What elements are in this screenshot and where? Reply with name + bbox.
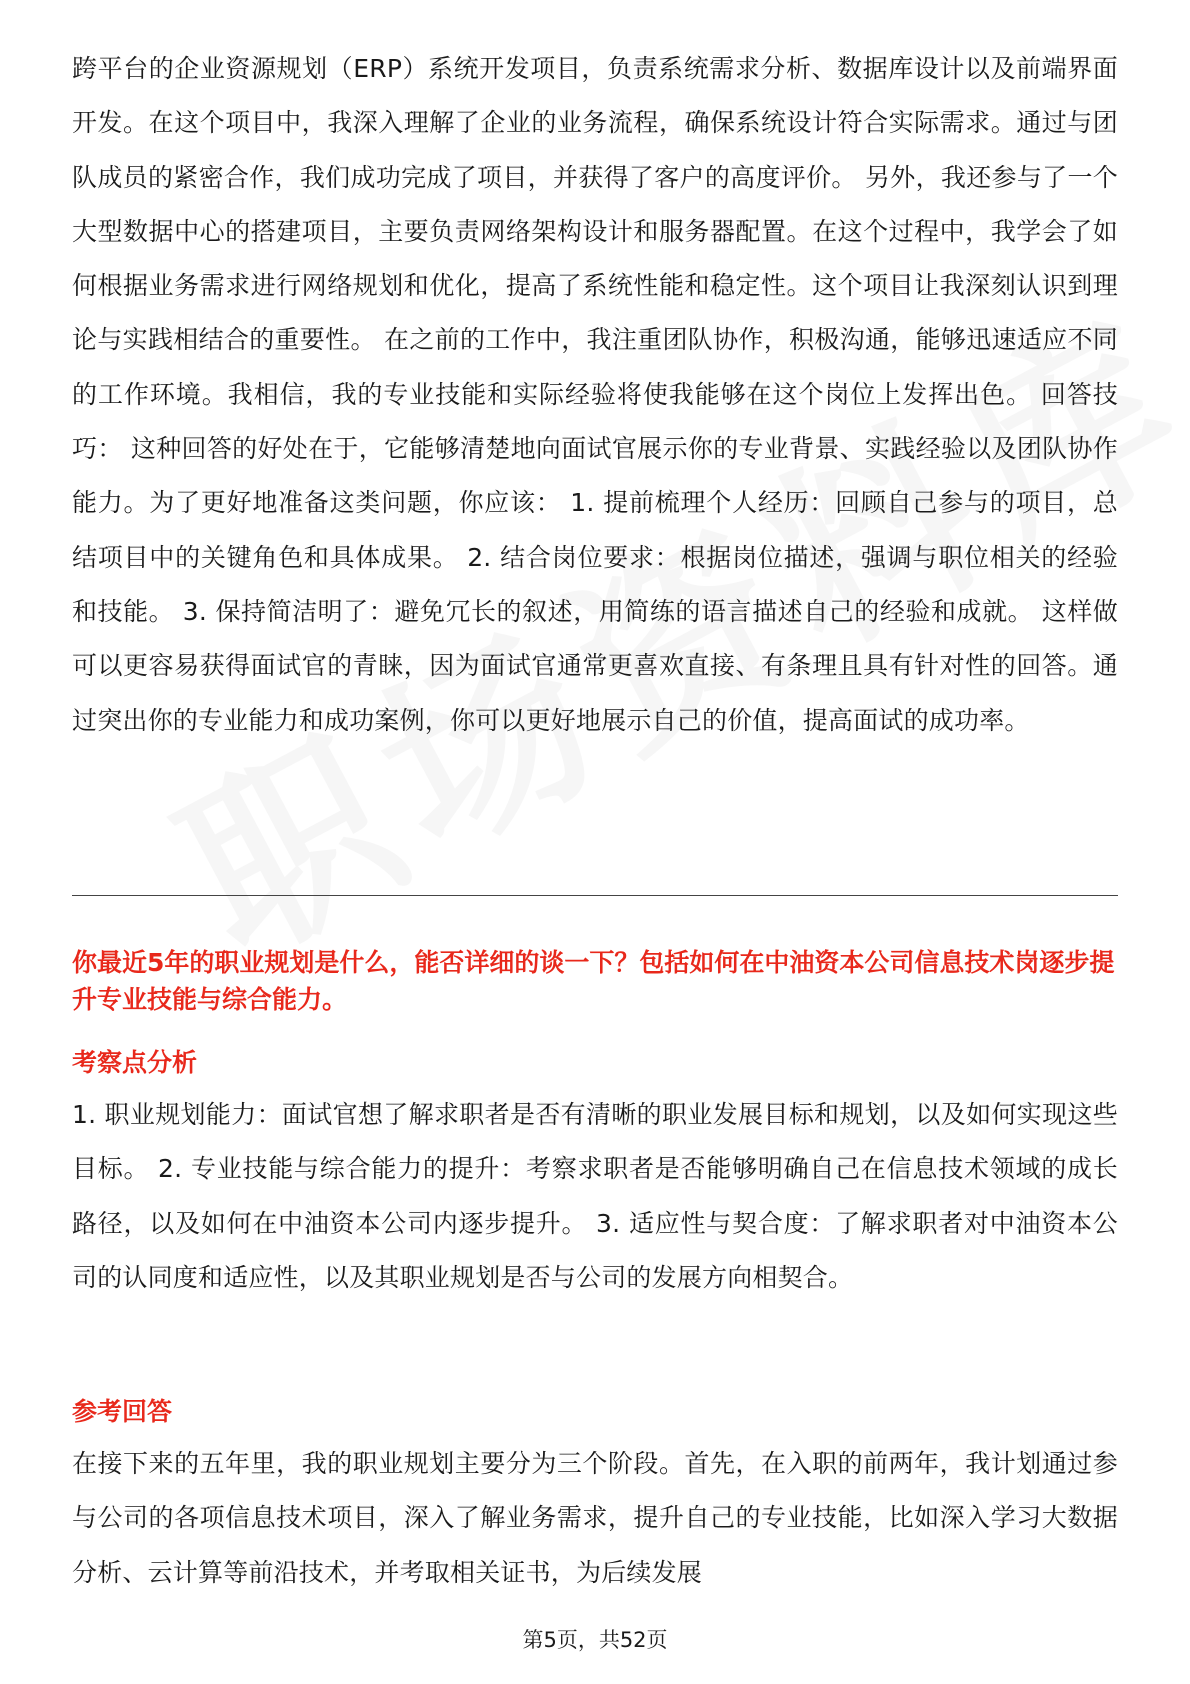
answer-heading: 参考回答 xyxy=(72,1397,173,1426)
intro-paragraph: 跨平台的企业资源规划（ERP）系统开发项目，负责系统需求分析、数据库设计以及前端界面开发。在这个项目中，我深入理解了企业的业务流程，确保系统设计符合实际需求。通过与团队成员的紧密合作，我们成功完成了项目，并获得了客户的高度评价。 另外，我还参与了一个大型数据中心的搭建项目，主要负责网络架构设计和服务器配置。在这个过程中，我学会了如何根据业务需求进行网络规划和优化，提高了系统性能和稳定性。这个项目让我深刻认识到理论与实践相结合的重要性。 在之前的工作中，我注重团队协作，积极沟通，能够迅速适应不同的工作环境。我相信，我的专业技能和实际经验将使我能够在这个岗位上发挥出色。 回答技巧： 这种回答的好处在于，它能够清楚地向面试官展示你的专业背景、实践经验以及团队协作能力。为了更好地准备这类问题，你应该： 1. 提前梳理个人经历：回顾自己参与的项目，总结项目中的关键角色和具体成果。 2. 结合岗位要求：根据岗位描述，强调与职位相关的经验和技能。 3. 保持简洁明了：避免冗长的叙述，用简练的语言描述自己的经验和成就。 这样做可以更容易获得面试官的青睐，因为面试官通常更喜欢直接、有条理且具有针对性的回答。通过突出你的专业能力和成功案例，你可以更好地展示自己的价值，提高面试的成功率。 xyxy=(72,54,1118,735)
analysis-heading: 考察点分析 xyxy=(72,1048,198,1077)
page-footer: 第5页，共52页 xyxy=(522,1628,668,1652)
answer-paragraph: 在接下来的五年里，我的职业规划主要分为三个阶段。首先，在入职的前两年，我计划通过参与公司的各项信息技术项目，深入了解业务需求，提升自己的专业技能，比如深入学习大数据分析、云计算等前沿技术，并考取相关证书，为后续发展 xyxy=(72,1449,1118,1587)
section-divider xyxy=(72,895,1118,896)
interview-question: 你最近5年的职业规划是什么，能否详细的谈一下？包括如何在中油资本公司信息技术岗逐步提升专业技能与综合能力。 xyxy=(72,948,1115,1014)
analysis-paragraph: 1. 职业规划能力：面试官想了解求职者是否有清晰的职业发展目标和规划，以及如何实现这些目标。 2. 专业技能与综合能力的提升：考察求职者是否能够明确自己在信息技术领域的成长路径，以及如何在中油资本公司内逐步提升。 3. 适应性与契合度：了解求职者对中油资本公司的认同度和适应性，以及其职业规划是否与公司的发展方向相契合。 xyxy=(72,1100,1118,1292)
